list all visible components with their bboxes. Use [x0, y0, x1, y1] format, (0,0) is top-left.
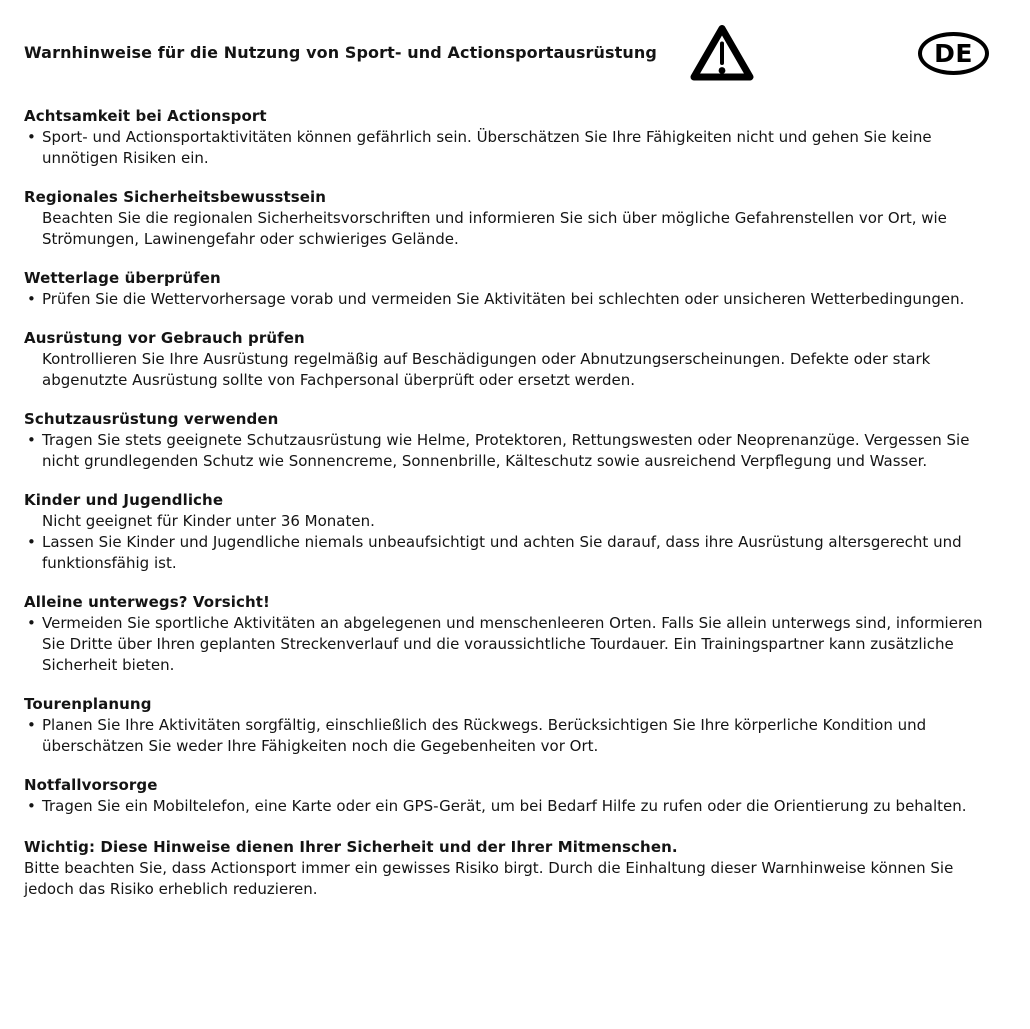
section-heading: Notfallvorsorge: [24, 776, 158, 794]
bullet-icon: •: [27, 614, 36, 632]
page-title: Warnhinweise für die Nutzung von Sport- und Actionsportausrüstung: [24, 43, 657, 62]
bullet-icon: •: [27, 290, 36, 308]
item-text: Planen Sie Ihre Aktivitäten sorgfältig, einschließlich des Rückwegs. Berücksichtigen Sie Ihre körperliche Kondition und überschätzen Sie weder Ihre Fähigkeiten noch die Gegebenheiten vor Ort.: [42, 716, 927, 755]
item-text: Beachten Sie die regionalen Sicherheitsvorschriften und informieren Sie sich über mögliche Gefahrenstellen vor Ort, wie Strömungen, Lawinengefahr oder schwieriges Gelände.: [42, 209, 947, 248]
warning-section: [24, 268, 1000, 310]
language-badge: [918, 32, 989, 75]
warning-section: [24, 187, 1000, 250]
document-header: [0, 0, 1030, 106]
section-heading: Achtsamkeit bei Actionsport: [24, 107, 267, 125]
section-items: [24, 511, 1000, 574]
section-items: [24, 127, 1000, 169]
section-heading: Tourenplanung: [24, 695, 152, 713]
section-items: [24, 796, 1000, 817]
bullet-icon: •: [27, 716, 36, 734]
section-heading: Wetterlage überprüfen: [24, 269, 221, 287]
warning-sections: [0, 106, 1030, 817]
section-heading: Kinder und Jugendliche: [24, 491, 224, 509]
bullet-icon: •: [27, 431, 36, 449]
warning-section: [24, 106, 1000, 169]
list-item: [24, 289, 998, 310]
section-heading: Regionales Sicherheitsbewusstsein: [24, 188, 327, 206]
warning-section: [24, 775, 1000, 817]
bullet-icon: •: [27, 533, 36, 551]
section-heading: Ausrüstung vor Gebrauch prüfen: [24, 329, 305, 347]
warning-section: [24, 409, 1000, 472]
list-item: [24, 511, 998, 532]
list-item: [24, 613, 998, 676]
item-text: Tragen Sie stets geeignete Schutzausrüstung wie Helme, Protektoren, Rettungswesten oder Neoprenanzüge. Vergessen Sie nicht grundlegenden Schutz wie Sonnencreme, Sonnenbrille, Kälteschutz sowie ausreichend Verpflegung und Wasser.: [42, 431, 970, 470]
item-text: Lassen Sie Kinder und Jugendliche niemals unbeaufsichtigt und achten Sie darauf, dass ihre Ausrüstung altersgerecht und funktionsfähig ist.: [42, 533, 962, 572]
section-items: [24, 613, 1000, 676]
section-heading: Alleine unterwegs? Vorsicht!: [24, 593, 270, 611]
bullet-icon: •: [27, 128, 36, 146]
bullet-icon: •: [27, 797, 36, 815]
warning-section: [24, 490, 1000, 574]
section-items: [24, 289, 1000, 310]
section-heading: Schutzausrüstung verwenden: [24, 410, 279, 428]
document-footer: [0, 837, 1030, 900]
section-items: [24, 430, 1000, 472]
item-text: Vermeiden Sie sportliche Aktivitäten an abgelegenen und menschenleeren Orten. Falls Sie allein unterwegs sind, informieren Sie Dritte über Ihren geplanten Streckenverlauf und die voraussichtliche Tourdauer. Ein Trainingspartner kann zusätzliche Sicherheit bieten.: [42, 614, 983, 674]
item-text: Sport- und Actionsportaktivitäten können gefährlich sein. Überschätzen Sie Ihre Fähigkeiten nicht und gehen Sie keine unnötigen Risiken ein.: [42, 128, 932, 167]
list-item: [24, 349, 998, 391]
item-text: Nicht geeignet für Kinder unter 36 Monaten.: [42, 512, 375, 530]
warning-section: [24, 694, 1000, 757]
section-items: [24, 208, 1000, 250]
item-text: Kontrollieren Sie Ihre Ausrüstung regelmäßig auf Beschädigungen oder Abnutzungserscheinungen. Defekte oder stark abgenutzte Ausrüstung sollte von Fachpersonal überprüft oder ersetzt werden.: [42, 350, 931, 389]
list-item: [24, 532, 998, 574]
section-items: [24, 715, 1000, 757]
list-item: [24, 127, 998, 169]
footer-important-line: Wichtig: Diese Hinweise dienen Ihrer Sicherheit und der Ihrer Mitmenschen.: [24, 838, 678, 856]
warning-section: [24, 328, 1000, 391]
warning-section: [24, 592, 1000, 676]
list-item: [24, 796, 998, 817]
list-item: [24, 430, 998, 472]
section-items: [24, 349, 1000, 391]
item-text: Prüfen Sie die Wettervorhersage vorab und vermeiden Sie Aktivitäten bei schlechten oder unsicheren Wetterbedingungen.: [42, 290, 965, 308]
language-badge-label: DE: [934, 39, 973, 68]
warning-triangle-icon: [690, 24, 754, 82]
item-text: Tragen Sie ein Mobiltelefon, eine Karte oder ein GPS-Gerät, um bei Bedarf Hilfe zu rufen oder die Orientierung zu behalten.: [42, 797, 967, 815]
footer-text: Bitte beachten Sie, dass Actionsport immer ein gewisses Risiko birgt. Durch die Einhaltung dieser Warnhinweise können Sie jedoch das Risiko erheblich reduzieren.: [24, 859, 954, 898]
list-item: [24, 208, 998, 250]
list-item: [24, 715, 998, 757]
